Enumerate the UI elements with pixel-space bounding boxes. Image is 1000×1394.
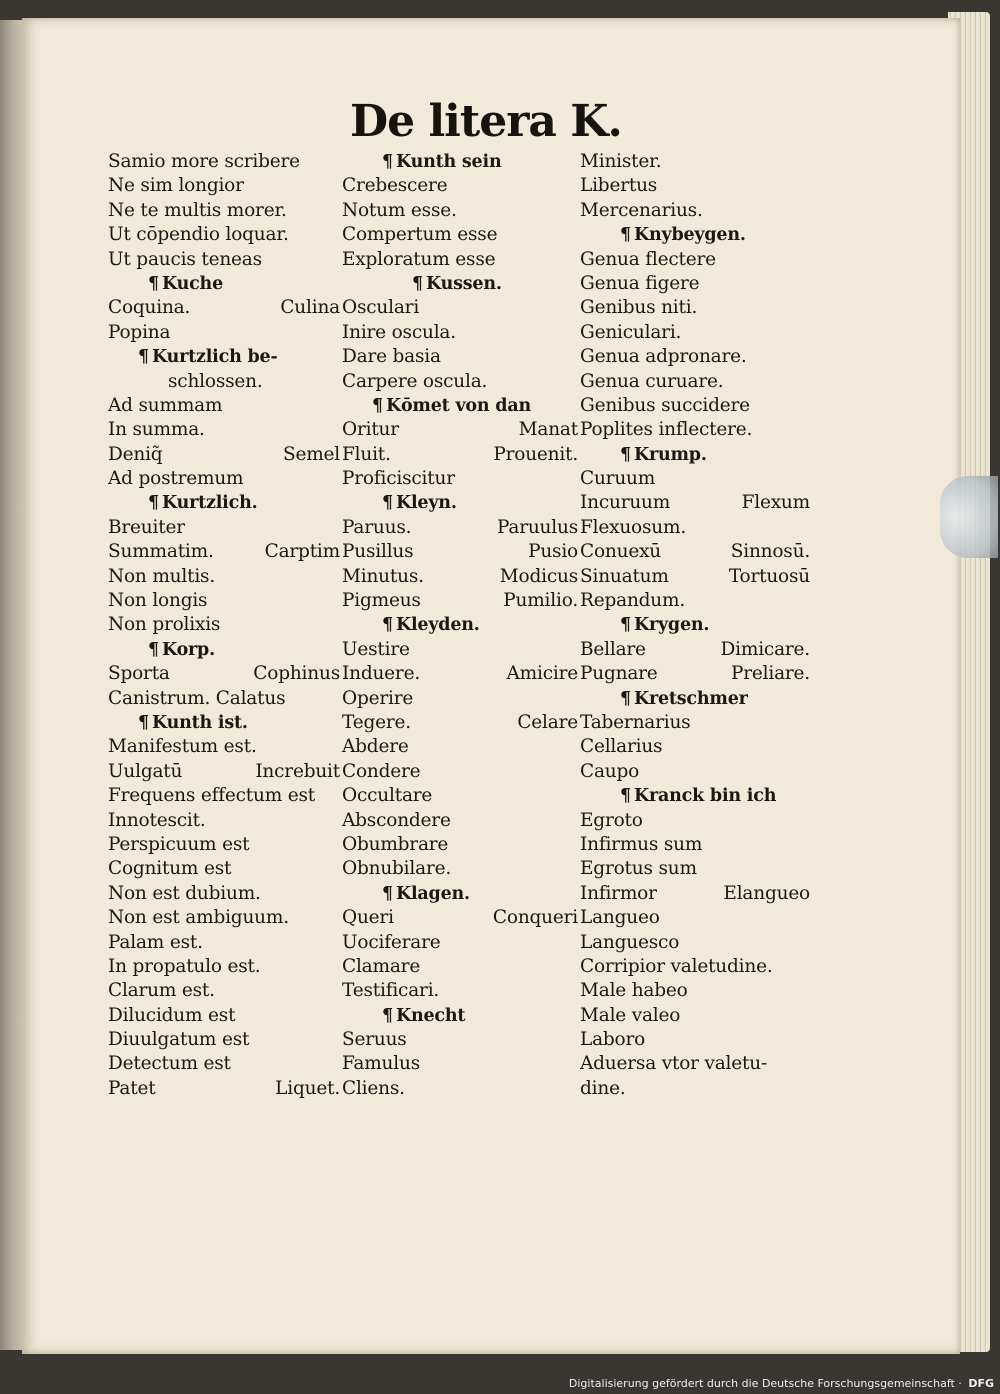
entry: Exploratum esse	[342, 248, 496, 270]
entry-term: Dimicare.	[720, 638, 810, 660]
entry: Frequens effectum est	[108, 785, 316, 807]
entry: Abdere	[342, 736, 409, 758]
entry: Operire	[342, 687, 414, 709]
entry: Genua flectere	[580, 248, 716, 270]
section-heading: ¶ Kretschmer	[580, 687, 810, 711]
entry: Languesco	[580, 931, 680, 953]
entry: Cliens.	[342, 1077, 405, 1099]
entry: Non est ambiguum.	[108, 907, 289, 929]
entry: Diuulgatum est	[108, 1029, 250, 1051]
entry-term: Amicire	[506, 663, 578, 685]
entry-term: Paruulus	[496, 516, 578, 538]
entry-term: Tortuosū	[728, 565, 810, 587]
entry-term: Pumilio.	[503, 590, 578, 612]
entry-term: Coquina.	[108, 297, 191, 319]
credit-text: Digitalisierung gefördert durch die Deutsche Forschungsgemeinschaft ·	[568, 1377, 962, 1390]
entry-term: Carptim	[264, 541, 340, 563]
entry: Non longis	[108, 590, 208, 612]
entry: Corripior valetudine.	[580, 955, 773, 977]
entry: Tabernarius	[580, 711, 691, 733]
entry-pair	[342, 565, 578, 589]
entry: Condere	[342, 760, 421, 782]
entry: Ad postremum	[108, 468, 244, 490]
entry-pair	[342, 540, 578, 564]
entry-term: Modicus	[499, 565, 578, 587]
entry-pair	[342, 589, 578, 613]
entry: Ad summam	[108, 394, 223, 416]
section-heading: ¶ Knecht	[342, 1004, 578, 1028]
entry: Minister.	[580, 151, 662, 172]
entry-term: Fluit.	[342, 443, 391, 465]
entry: Osculari	[342, 297, 420, 319]
entry: Genua curuare.	[580, 370, 724, 392]
entry-pair	[342, 711, 578, 735]
entry: Notum esse.	[342, 199, 457, 221]
entry: Genibus succidere	[580, 394, 750, 416]
entry-pair	[580, 565, 810, 589]
entry: Laboro	[580, 1029, 646, 1051]
entry-pair	[342, 662, 578, 686]
entry: Cognitum est	[108, 858, 232, 880]
entry: Manifestum est.	[108, 736, 257, 758]
digitization-credit	[569, 1377, 994, 1390]
entry: Aduersa vtor valetu-	[580, 1053, 768, 1075]
section-heading: ¶ Klagen.	[342, 882, 578, 906]
entry: Libertus	[580, 175, 658, 197]
entry: Breuiter	[108, 516, 185, 538]
entry-term: Oritur	[342, 419, 399, 441]
entry-pair	[342, 906, 578, 930]
entry-term: Summatim.	[108, 541, 214, 563]
entry-pair	[580, 540, 810, 564]
entry-pair	[580, 662, 810, 686]
entry-term: Conuexū	[580, 541, 662, 563]
entry-continuation: schlossen.	[168, 370, 263, 392]
entry-term: Sinnosū.	[730, 541, 810, 563]
entry-pair	[108, 296, 340, 320]
entry-term: Sinuatum	[580, 565, 669, 587]
entry: Uestire	[342, 638, 410, 660]
entry: In summa.	[108, 419, 205, 441]
entry: Testificari.	[342, 980, 440, 1002]
entry: Male habeo	[580, 980, 688, 1002]
entry: In propatulo est.	[108, 955, 261, 977]
entry: Repandum.	[580, 590, 686, 612]
entry: Clarum est.	[108, 980, 215, 1002]
entry-term: Sporta	[108, 663, 170, 685]
section-heading: ¶ Kussen.	[342, 272, 578, 296]
section-heading: ¶ Kleyden.	[342, 613, 578, 637]
entry-term: Manat	[518, 419, 578, 441]
entry-term: Infirmor	[580, 882, 657, 904]
entry-pair	[108, 662, 340, 686]
entry-pair	[580, 882, 810, 906]
entry-term: Celare	[517, 711, 578, 733]
entry: Detectum est	[108, 1053, 231, 1075]
entry: Famulus	[342, 1053, 420, 1075]
entry-term: Patet	[108, 1077, 156, 1099]
column-1	[108, 150, 340, 1101]
page-heading: De litera K.	[350, 96, 622, 147]
entry: Egrotus sum	[580, 858, 697, 880]
entry: Genua adpronare.	[580, 346, 747, 368]
entry-term: Liquet.	[275, 1077, 340, 1099]
entry-term: Deniq̃	[108, 443, 163, 465]
section-heading: ¶ Kurtzlich be-	[108, 345, 340, 369]
entry-term: Semel	[282, 443, 340, 465]
entry: Palam est.	[108, 931, 203, 953]
entry-pair	[342, 443, 578, 467]
entry: Perspicuum est	[108, 833, 250, 855]
entry: Obnubilare.	[342, 858, 452, 880]
entry: Proficiscitur	[342, 468, 455, 490]
entry-term: Cophinus	[253, 663, 340, 685]
entry: Poplites inflectere.	[580, 419, 753, 441]
entry: Non prolixis	[108, 614, 221, 636]
entry: Compertum esse	[342, 224, 498, 246]
entry: Abscondere	[342, 809, 451, 831]
entry: Inire oscula.	[342, 321, 456, 343]
entry: Obumbrare	[342, 833, 449, 855]
section-heading: ¶ Krump.	[580, 443, 810, 467]
entry-pair	[108, 443, 340, 467]
entry-term: Culina	[280, 297, 340, 319]
entry: dine.	[580, 1077, 626, 1099]
entry: Clamare	[342, 955, 421, 977]
entry-pair	[108, 540, 340, 564]
section-heading: ¶ Kleyn.	[342, 491, 578, 515]
entry: Langueo	[580, 907, 660, 929]
entry: Canistrum. Calatus	[108, 687, 286, 709]
column-2	[342, 150, 578, 1101]
entry: Genua figere	[580, 272, 700, 294]
entry-pair	[342, 418, 578, 442]
entry-term: Pusio	[528, 541, 578, 563]
entry: Infirmus sum	[580, 833, 703, 855]
entry-pair	[342, 516, 578, 540]
entry-term: Pugnare	[580, 663, 658, 685]
entry: Uociferare	[342, 931, 441, 953]
section-heading: ¶ Kuche	[108, 272, 340, 296]
entry: Crebescere	[342, 175, 448, 197]
section-heading: ¶ Kōmet von dan	[342, 394, 578, 418]
entry: Dilucidum est	[108, 1004, 236, 1026]
entry-term: Induere.	[342, 663, 421, 685]
entry: Genibus niti.	[580, 297, 698, 319]
entry-term: Preliare.	[731, 663, 810, 685]
entry: Curuum	[580, 468, 656, 490]
entry: Flexuosum.	[580, 516, 687, 538]
entry: Popina	[108, 321, 171, 343]
dfg-logo: DFG	[968, 1377, 994, 1390]
section-heading: ¶ Kranck bin ich	[580, 784, 810, 808]
entry-term: Pigmeus	[342, 590, 421, 612]
entry-term: Minutus.	[342, 565, 424, 587]
section-heading: ¶ Knybeygen.	[580, 223, 810, 247]
entry: Cellarius	[580, 736, 663, 758]
page-clip	[940, 476, 998, 558]
entry: Egroto	[580, 809, 643, 831]
section-heading: ¶ Kunth ist.	[108, 711, 340, 735]
section-heading: ¶ Kunth sein	[342, 150, 578, 174]
entry-term: Increbuit	[255, 760, 340, 782]
entry: Ut cōpendio loquar.	[108, 224, 289, 246]
entry: Carpere oscula.	[342, 370, 488, 392]
entry-term: Uulgatū	[108, 760, 183, 782]
entry-pair	[580, 491, 810, 515]
entry-term: Tegere.	[342, 711, 411, 733]
entry-term: Elangueo	[723, 882, 810, 904]
entry: Seruus	[342, 1029, 407, 1051]
entry-term: Bellare	[580, 638, 646, 660]
entry: Dare basia	[342, 346, 441, 368]
entry-term: Flexum	[741, 492, 810, 514]
entry: Geniculari.	[580, 321, 682, 343]
column-3	[580, 150, 810, 1101]
entry-pair	[580, 638, 810, 662]
section-heading: ¶ Kurtzlich.	[108, 491, 340, 515]
entry: Non multis.	[108, 565, 216, 587]
entry-term: Pusillus	[342, 541, 414, 563]
entry: Occultare	[342, 785, 433, 807]
entry-term: Paruus.	[342, 516, 412, 538]
entry: Ut paucis teneas	[108, 248, 262, 270]
entry: Ne te multis morer.	[108, 199, 287, 221]
entry: Mercenarius.	[580, 199, 703, 221]
entry-term: Prouenit.	[493, 443, 578, 465]
entry: Innotescit.	[108, 809, 206, 831]
entry-pair	[108, 760, 340, 784]
entry: Non est dubium.	[108, 882, 261, 904]
entry-pair	[108, 1077, 340, 1101]
entry-term: Queri	[342, 907, 394, 929]
entry: Ne sim longior	[108, 175, 244, 197]
section-heading: ¶ Korp.	[108, 638, 340, 662]
entry: Caupo	[580, 760, 640, 782]
entry-term: Incuruum	[580, 492, 671, 514]
entry-term: Conqueri	[492, 907, 578, 929]
entry: Male valeo	[580, 1004, 681, 1026]
entry: Samio more scribere	[108, 151, 300, 172]
section-heading: ¶ Krygen.	[580, 613, 810, 637]
